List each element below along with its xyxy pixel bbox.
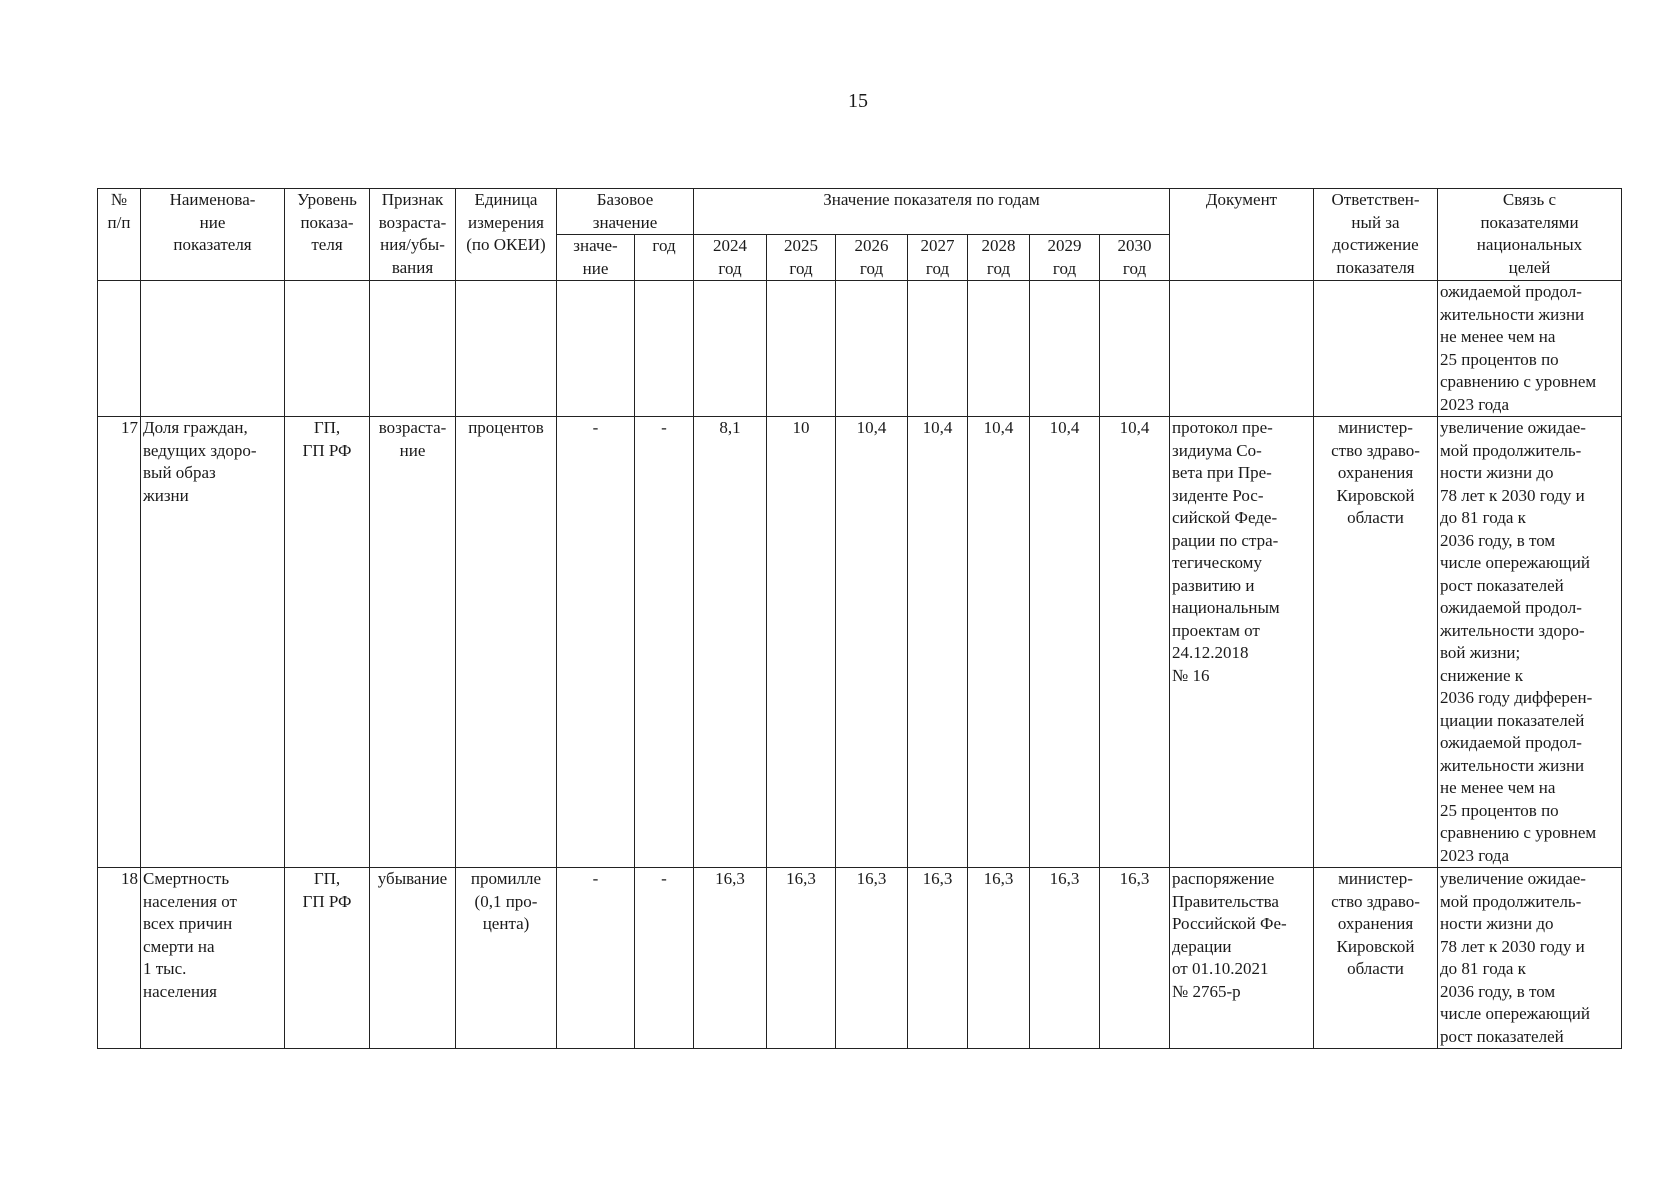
header-name: Наименова- ние показателя — [141, 189, 285, 281]
cell-name: Смертность населения от всех причин смерти на 1 тыс. населения — [141, 868, 285, 1049]
cell-document: протокол пре- зидиума Со- вета при Пре- зиденте Рос- сийской Феде- рации по стра- тегическому развитию и национальным проектам от 24.12.2018 № 16 — [1170, 417, 1314, 868]
cell-empty — [370, 281, 456, 417]
cell-link: ожидаемой продол- жительности жизни не менее чем на 25 процентов по сравнению с уровнем 2023 года — [1438, 281, 1622, 417]
cell-value-2025: 16,3 — [767, 868, 836, 1049]
cell-empty — [456, 281, 557, 417]
table-row — [98, 417, 1622, 868]
cell-value-2030: 16,3 — [1100, 868, 1170, 1049]
cell-value-2029: 16,3 — [1030, 868, 1100, 1049]
header-document: Документ — [1170, 189, 1314, 281]
cell-value-2024: 16,3 — [694, 868, 767, 1049]
cell-value-2026: 16,3 — [836, 868, 908, 1049]
cell-value-2025: 10 — [767, 417, 836, 868]
cell-value-2027: 16,3 — [908, 868, 968, 1049]
cell-empty — [1030, 281, 1100, 417]
cell-value-2029: 10,4 — [1030, 417, 1100, 868]
cell-base-value: - — [557, 868, 635, 1049]
cell-empty — [557, 281, 635, 417]
cell-link: увеличение ожидае- мой продолжитель- ности жизни до 78 лет к 2030 году и до 81 года к 2036 году, в том числе опережающий рост показателей ожидаемой продол- жительности здоро- вой жизни; снижение к 2036 году дифферен- циации показателей ожидаемой продол- жительности жизни не менее чем на 25 процентов по сравнению с уровнем 2023 года — [1438, 417, 1622, 868]
cell-unit: процентов — [456, 417, 557, 868]
cell-name: Доля граждан, ведущих здоро- вый образ жизни — [141, 417, 285, 868]
cell-empty — [1170, 281, 1314, 417]
cell-responsible: министер- ство здраво- охранения Кировской области — [1314, 868, 1438, 1049]
cell-value-2028: 10,4 — [968, 417, 1030, 868]
cell-empty — [908, 281, 968, 417]
table-row — [98, 868, 1622, 1049]
cell-base-year: - — [635, 417, 694, 868]
cell-value-2030: 10,4 — [1100, 417, 1170, 868]
cell-empty — [285, 281, 370, 417]
header-level: Уровень показа- теля — [285, 189, 370, 281]
cell-empty — [1100, 281, 1170, 417]
cell-unit: промилле (0,1 про- цента) — [456, 868, 557, 1049]
cell-empty — [141, 281, 285, 417]
cell-trend: возраста- ние — [370, 417, 456, 868]
cell-level: ГП, ГП РФ — [285, 868, 370, 1049]
header-year-2024: 2024 год — [694, 235, 767, 281]
cell-base-year: - — [635, 868, 694, 1049]
cell-empty — [1314, 281, 1438, 417]
header-years-group: Значение показателя по годам — [694, 189, 1170, 235]
cell-document: распоряжение Правительства Российской Фе- дерации от 01.10.2021 № 2765-р — [1170, 868, 1314, 1049]
cell-value-2027: 10,4 — [908, 417, 968, 868]
cell-empty — [694, 281, 767, 417]
cell-responsible: министер- ство здраво- охранения Кировской области — [1314, 417, 1438, 868]
header-base-year: год — [635, 235, 694, 281]
header-responsible: Ответствен- ный за достижение показателя — [1314, 189, 1438, 281]
header-year-2030: 2030 год — [1100, 235, 1170, 281]
cell-empty — [767, 281, 836, 417]
cell-value-2028: 16,3 — [968, 868, 1030, 1049]
header-year-2025: 2025 год — [767, 235, 836, 281]
cell-base-value: - — [557, 417, 635, 868]
header-year-2028: 2028 год — [968, 235, 1030, 281]
cell-num: 18 — [98, 868, 141, 1049]
header-base: Базовое значение — [557, 189, 694, 235]
header-year-2029: 2029 год — [1030, 235, 1100, 281]
cell-trend: убывание — [370, 868, 456, 1049]
header-unit: Единица измерения (по ОКЕИ) — [456, 189, 557, 281]
header-trend: Признак возраста- ния/убы- вания — [370, 189, 456, 281]
header-row — [98, 189, 1622, 235]
cell-num: 17 — [98, 417, 141, 868]
cell-level: ГП, ГП РФ — [285, 417, 370, 868]
header-year-2027: 2027 год — [908, 235, 968, 281]
cell-empty — [836, 281, 908, 417]
page-number: 15 — [848, 90, 868, 112]
table-row-continuation — [98, 281, 1622, 417]
cell-link: увеличение ожидае- мой продолжитель- ности жизни до 78 лет к 2030 году и до 81 года к 2036 году, в том числе опережающий рост показателей — [1438, 868, 1622, 1049]
header-link: Связь с показателями национальных целей — [1438, 189, 1622, 281]
header-num: № п/п — [98, 189, 141, 281]
cell-value-2026: 10,4 — [836, 417, 908, 868]
header-base-value: значе- ние — [557, 235, 635, 281]
cell-value-2024: 8,1 — [694, 417, 767, 868]
cell-empty — [635, 281, 694, 417]
cell-empty — [98, 281, 141, 417]
indicators-table — [97, 188, 1622, 1049]
cell-empty — [968, 281, 1030, 417]
header-year-2026: 2026 год — [836, 235, 908, 281]
